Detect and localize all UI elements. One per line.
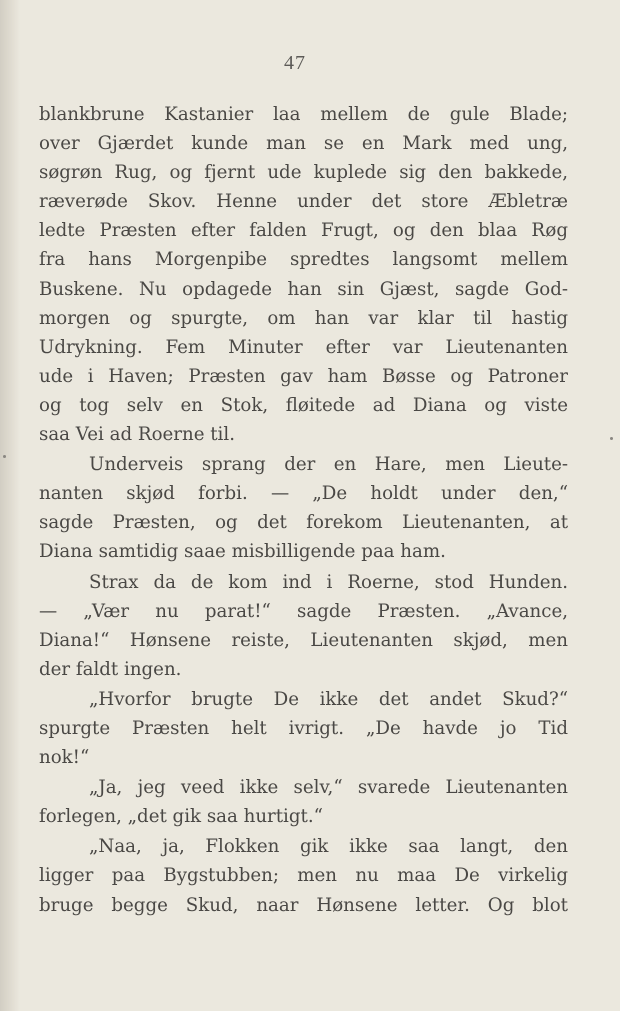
text-line: saa Vei ad Roerne til.: [39, 424, 235, 446]
paragraph-first-line: „Hvorfor brugte De ikke det andet Skud?“: [89, 688, 568, 710]
text-line: fra hans Morgenpibe spredtes langsomt mellem: [39, 249, 568, 271]
text-line: nanten skjød forbi. — „De holdt under den,“: [39, 483, 568, 505]
text-line: Diana samtidig saae misbilligende paa ham.: [39, 541, 446, 563]
text-line: ledte Præsten efter falden Frugt, og den blaa Røg: [39, 220, 568, 242]
text-line: blankbrune Kastanier laa mellem de gule Blade;: [39, 104, 568, 125]
text-line: der faldt ingen.: [39, 658, 182, 680]
text-line: spurgte Præsten helt ivrigt. „De havde jo Tid: [39, 717, 568, 739]
text-line: nok!“: [39, 747, 90, 769]
text-line: og tog selv en Stok, fløitede ad Diana og viste: [39, 394, 568, 416]
page-spine-shadow: [0, 0, 20, 1011]
paper-speck: [3, 455, 6, 458]
text-line: morgen og spurgte, om han var klar til hastig: [39, 307, 568, 329]
body-text: [39, 100, 568, 920]
page-number: 47: [284, 52, 306, 74]
text-line: over Gjærdet kunde man se en Mark med ung,: [39, 133, 568, 155]
text-line: — „Vær nu parat!“ sagde Præsten. „Avance,: [39, 600, 568, 622]
text-line: Buskene. Nu opdagede han sin Gjæst, sagde God-: [39, 278, 568, 300]
paragraph-first-line: „Ja, jeg veed ikke selv,“ svarede Lieutenanten: [89, 777, 568, 799]
text-line: forlegen, „det gik saa hurtigt.“: [39, 806, 323, 828]
text-line: søgrøn Rug, og fjernt ude kuplede sig den bakkede,: [39, 162, 568, 184]
text-line: ligger paa Bygstubben; men nu maa De virkelig: [39, 865, 568, 887]
text-line: bruge begge Skud, naar Hønsene letter. Og blot: [39, 894, 568, 916]
text-line: ude i Haven; Præsten gav ham Bøsse og Patroner: [39, 365, 568, 387]
paragraph-first-line: Underveis sprang der en Hare, men Lieute-: [89, 454, 568, 476]
text-line: sagde Præsten, og det forekom Lieutenanten, at: [39, 512, 568, 534]
text-line: Diana!“ Hønsene reiste, Lieutenanten skjød, men: [39, 629, 568, 651]
paragraph-first-line: Strax da de kom ind i Roerne, stod Hunden.: [89, 571, 568, 593]
paper-speck: [610, 437, 613, 440]
paragraph-first-line: „Naa, ja, Flokken gik ikke saa langt, den: [89, 836, 568, 858]
text-line: Udrykning. Fem Minuter efter var Lieutenanten: [39, 336, 568, 358]
text-line: ræverøde Skov. Henne under det store Æbletræ: [39, 191, 568, 213]
